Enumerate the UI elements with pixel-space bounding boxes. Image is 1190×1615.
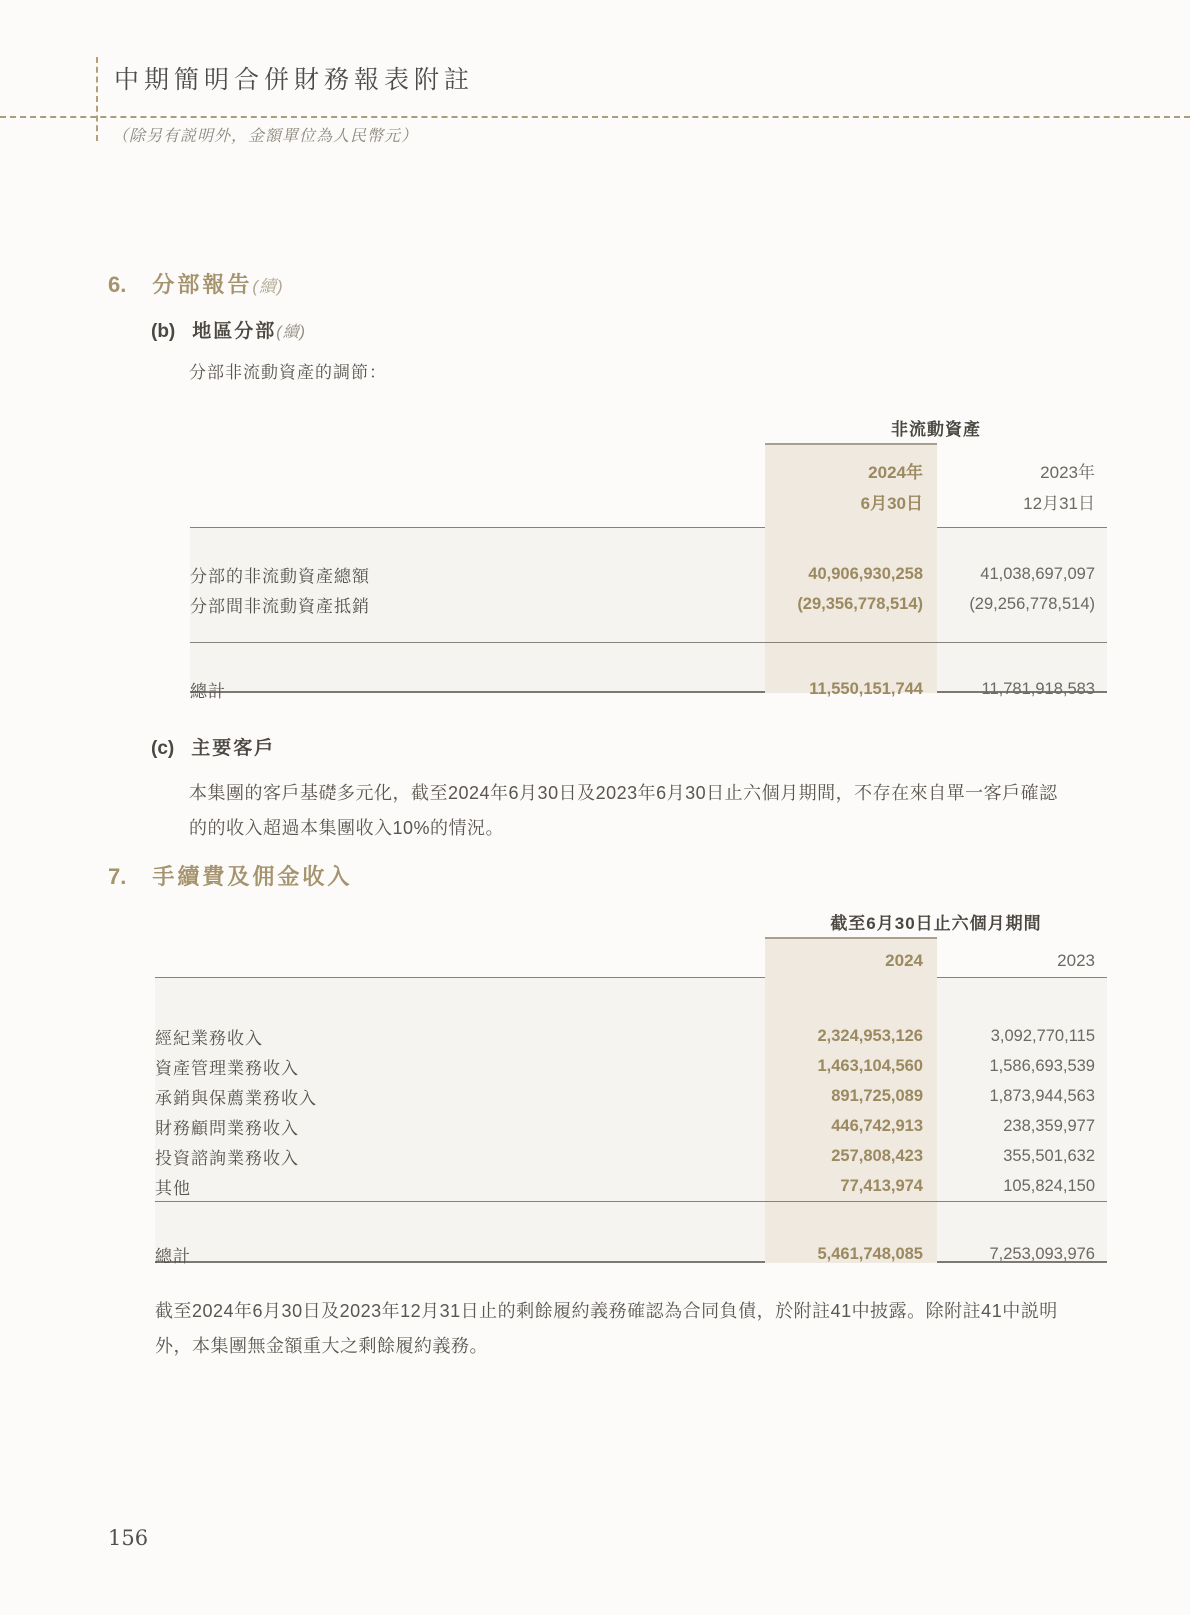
total-label: 總計 xyxy=(155,1246,191,1266)
table-row xyxy=(155,1141,1107,1171)
section6-number: 6. xyxy=(108,272,127,297)
table-row xyxy=(155,1021,1107,1051)
section6-title: 分部報告 xyxy=(152,272,253,297)
value-2024: 891,725,089 xyxy=(831,1086,923,1105)
section6b-continued-label: (續) xyxy=(276,324,306,341)
fee-commission-table xyxy=(155,905,1107,1266)
table-row xyxy=(155,1081,1107,1111)
table-row xyxy=(190,589,1107,619)
total-value-2023: 11,781,918,583 xyxy=(981,679,1095,698)
section6b-title: 地區分部 xyxy=(192,321,277,342)
value-2023: 1,586,693,539 xyxy=(989,1056,1095,1075)
table1-col-2023-header: 2023年 12月31日 xyxy=(1023,463,1095,513)
section7-title: 手續費及佣金收入 xyxy=(152,864,353,889)
value-2024: 1,463,104,560 xyxy=(817,1056,923,1075)
value-2024: 77,413,974 xyxy=(840,1176,923,1195)
row-label: 投資諮詢業務收入 xyxy=(155,1148,299,1168)
table2-col-2023-header: 2023 xyxy=(1057,951,1095,970)
value-2023: 105,824,150 xyxy=(1003,1176,1095,1195)
header-dashed-vertical-line xyxy=(96,57,98,141)
section6-heading xyxy=(108,268,284,299)
row-label: 承銷與保薦業務收入 xyxy=(155,1088,317,1108)
row-label: 財務顧問業務收入 xyxy=(155,1118,299,1138)
value-2024: 2,324,953,126 xyxy=(817,1026,923,1045)
table2-col-2024-header: 2024 xyxy=(885,951,923,970)
remaining-obligations-note xyxy=(155,1294,1058,1364)
value-2024: (29,356,778,514) xyxy=(797,594,923,613)
value-2024: 257,808,423 xyxy=(831,1146,923,1165)
table-row xyxy=(155,1111,1107,1141)
value-2024: 446,742,913 xyxy=(831,1116,923,1135)
section6b-heading xyxy=(151,316,306,343)
row-label: 分部的非流動資產總額 xyxy=(190,566,370,586)
section6c-heading xyxy=(151,733,275,760)
value-2023: 238,359,977 xyxy=(1003,1116,1095,1135)
section7-number: 7. xyxy=(108,864,127,889)
noncurrent-assets-table xyxy=(190,412,1107,701)
value-2023: 1,873,944,563 xyxy=(989,1086,1095,1105)
report-title: 中期簡明合併財務報表附註 xyxy=(114,65,475,94)
total-label: 總計 xyxy=(190,681,226,701)
paragraph-line: 本集團的客戶基礎多元化，截至2024年6月30日及2023年6月30日止六個月期間，不存在來自單一客戶確認 xyxy=(189,783,1058,803)
total-value-2023: 7,253,093,976 xyxy=(989,1244,1095,1263)
section6-continued-label: (續) xyxy=(252,277,284,296)
table2-group-header: 截至6月30日止六個月期間 xyxy=(830,913,1042,933)
section6c-label: (c) xyxy=(151,738,175,759)
table1-group-header-row xyxy=(190,412,1107,443)
row-label: 經紀業務收入 xyxy=(155,1028,263,1048)
paragraph-line: 外，本集團無金額重大之剩餘履約義務。 xyxy=(155,1336,488,1356)
value-2024: 40,906,930,258 xyxy=(808,564,923,583)
row-label: 其他 xyxy=(155,1178,191,1198)
table-row xyxy=(190,559,1107,589)
header-dashed-horizontal-line xyxy=(0,116,1190,118)
row-label: 分部間非流動資產抵銷 xyxy=(190,596,370,616)
major-customers-paragraph xyxy=(189,776,1058,846)
table1-group-header: 非流動資產 xyxy=(891,420,981,439)
currency-note: （除另有説明外，金額單位為人民幣元） xyxy=(112,126,419,145)
value-2023: 41,038,697,097 xyxy=(980,564,1095,583)
section6c-title: 主要客戶 xyxy=(191,738,276,759)
paragraph-line: 的的收入超過本集團收入10%的情況。 xyxy=(189,818,505,838)
table2-group-header-row xyxy=(155,905,1107,937)
paragraph-line: 截至2024年6月30日及2023年12月31日止的剩餘履約義務確認為合同負債，於附註41中披露。除附註41中説明 xyxy=(155,1301,1058,1321)
total-value-2024: 5,461,748,085 xyxy=(817,1244,923,1263)
total-value-2024: 11,550,151,744 xyxy=(809,679,923,698)
table2-column-header-row xyxy=(155,937,1107,985)
table1-column-header-row xyxy=(190,443,1107,541)
table-row xyxy=(155,1171,1107,1201)
table-total-row xyxy=(190,674,1107,704)
table1-col-2024-header: 2024年 6月30日 xyxy=(860,463,923,513)
table-row xyxy=(155,1051,1107,1081)
section7-heading xyxy=(108,860,352,891)
value-2023: 3,092,770,115 xyxy=(990,1026,1095,1045)
section6b-label: (b) xyxy=(151,321,176,342)
page-number: 156 xyxy=(108,1526,149,1550)
row-label: 資產管理業務收入 xyxy=(155,1058,299,1078)
table1-intro-text: 分部非流動資產的調節： xyxy=(189,363,387,382)
value-2023: (29,256,778,514) xyxy=(969,594,1095,613)
table-total-row xyxy=(155,1239,1107,1269)
value-2023: 355,501,632 xyxy=(1003,1146,1095,1165)
